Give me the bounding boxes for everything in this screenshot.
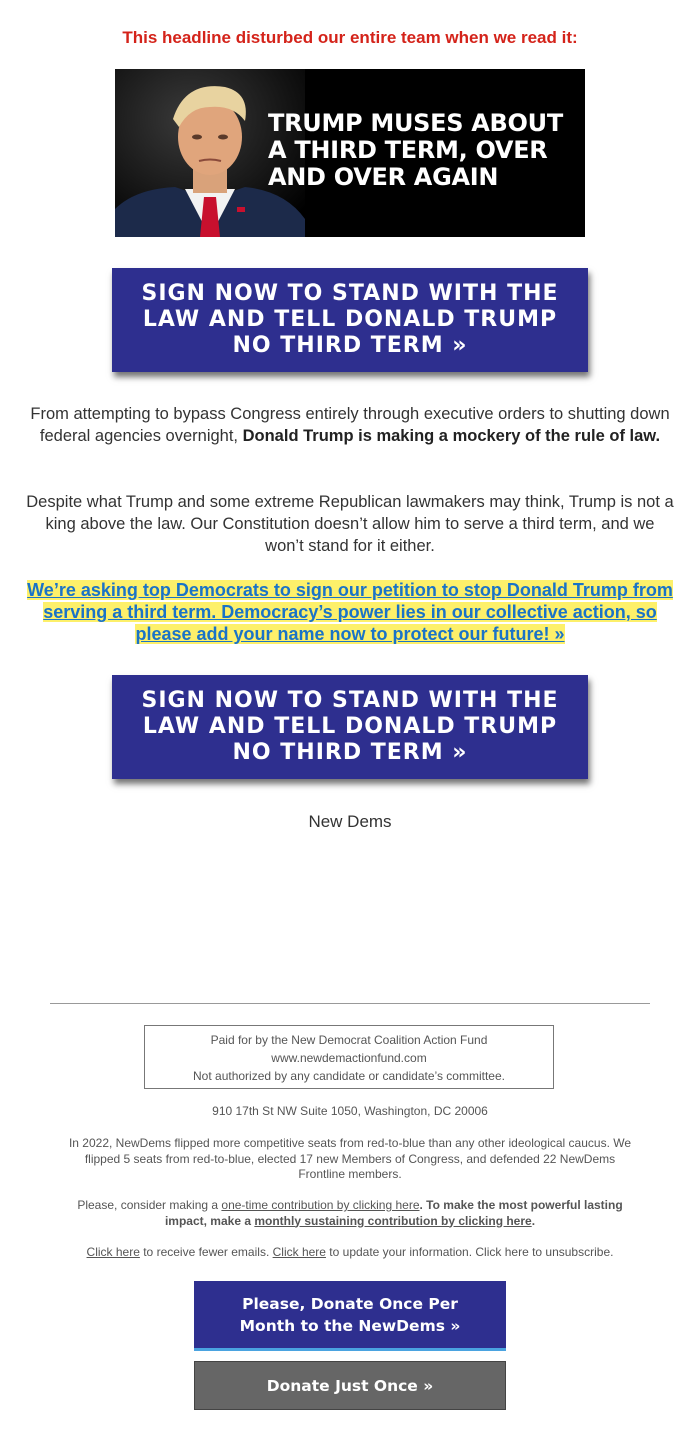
donate-monthly-button[interactable]: Please, Donate Once Per Month to the NewDems » [194,1281,506,1351]
paid-for-disclaimer: Paid for by the New Democrat Coalition Action Fund www.newdemactionfund.com Not authorized by any candidate or candidate’s committee. [144,1025,554,1089]
footer-email-prefs: Click here to receive fewer emails. Click here to update your information. Click here to unsubscribe. [86,1245,614,1259]
footer-divider [50,1003,650,1004]
hero-headline: TRUMP MUSES ABOUT A THIRD TERM, OVER AND OVER AGAIN [268,109,563,191]
sign-petition-button-top[interactable]: SIGN NOW TO STAND WITH THE LAW AND TELL DONALD TRUMP NO THIRD TERM » [112,268,588,372]
fewer-emails-link[interactable]: Click here [86,1245,140,1259]
sign-petition-button-bottom[interactable]: SIGN NOW TO STAND WITH THE LAW AND TELL DONALD TRUMP NO THIRD TERM » [112,675,588,779]
teaser-headline: This headline disturbed our entire team when we read it: [122,28,578,47]
footer-contribution: Please, consider making a one-time contribution by clicking here. To make the most powerful lasting impact, make a monthly sustaining contribution by clicking here. [77,1198,623,1228]
petition-paragraph [24,579,676,645]
one-time-contribution-link[interactable]: one-time contribution by clicking here [221,1198,420,1212]
hero-image[interactable] [115,69,585,237]
monthly-contribution-link[interactable]: monthly sustaining contribution by clicking here [254,1213,532,1228]
signature: New Dems [308,812,392,831]
body-paragraph-2: Despite what Trump and some extreme Republican lawmakers may think, Trump is not a king above the law. Our Constitution doesn’t allow him to serve a third term, and we won’t stand for it either. [26,493,674,555]
petition-link[interactable]: We’re asking top Democrats to sign our petition to stop Donald Trump from serving a third term. Democracy’s power lies in our collective action, so please add your name now to protect our future! » [27,580,673,644]
update-info-link[interactable]: Click here [272,1245,326,1259]
body-paragraph-1: From attempting to bypass Congress entirely through executive orders to shutting down federal agencies overnight, Donald Trump is making a mockery of the rule of law. [30,405,670,445]
footer-address: 910 17th St NW Suite 1050, Washington, DC 20006 [212,1104,488,1118]
donate-once-button[interactable]: Donate Just Once » [194,1361,506,1410]
footer-record: In 2022, NewDems flipped more competitive seats from red-to-blue than any other ideological caucus. We flipped 5 seats from red-to-blue, elected 17 new Members of Congress, and defended 22 NewDems Frontline members. [68,1136,632,1181]
